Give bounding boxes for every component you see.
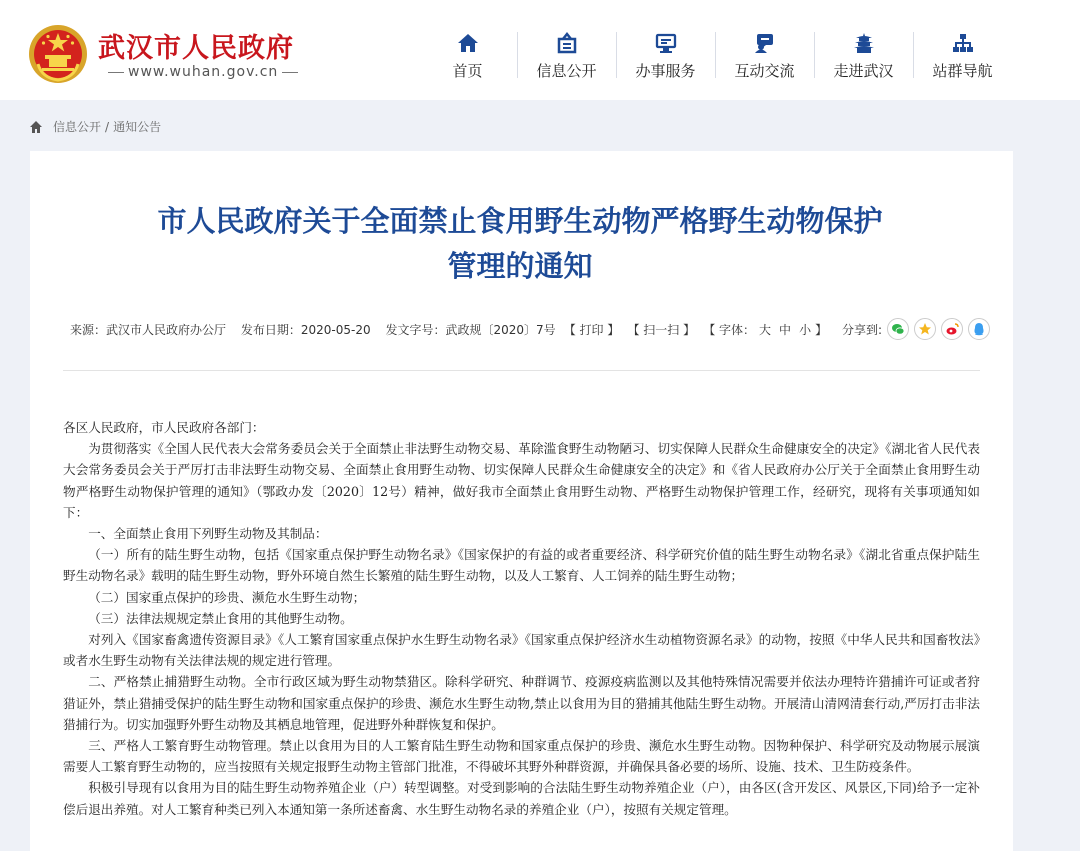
home-icon (457, 32, 479, 54)
meta-source: 来源：武汉市人民政府办公厅 (70, 322, 227, 337)
nav-label: 首页 (452, 62, 483, 80)
meta-date: 发布日期：2020-05-20 (240, 322, 371, 337)
site-header (0, 0, 1080, 100)
article-paragraph: 积极引导现有以食用为目的陆生野生动物养殖企业（户）转型调整。对受到影响的合法陆生野生动物养殖企业（户），由各区(含开发区、风景区,下同)给予一定补偿后退出养殖。对人工繁育种类已列入本通知第一条所述畜禽、水生野生动物名录的养殖企业（户），按照有关规定管理。 (63, 780, 980, 817)
nav-label: 走进武汉 (833, 62, 894, 80)
qzone-icon[interactable] (914, 318, 936, 340)
article-paragraph: 对列入《国家畜禽遗传资源目录》《人工繁育国家重点保护水生野生动物名录》《国家重点保护经济水生动植物资源名录》的动物，按照《中华人民共和国畜牧法》或者水生野生动物有关法律法规的规定进行管理。 (63, 632, 980, 669)
title-line: 管理的通知 (447, 249, 593, 283)
info-icon (556, 32, 578, 54)
article-body (63, 417, 980, 820)
breadcrumb-link-notice[interactable]: 通知公告 (113, 120, 162, 134)
article-title (70, 199, 970, 289)
font-large-button[interactable]: 大 (759, 322, 772, 337)
font-size-end: 】 (815, 322, 828, 337)
breadcrumb-separator: / (105, 119, 110, 134)
wechat-icon[interactable] (887, 318, 909, 340)
article-paragraph: 三、严格人工繁育野生动物管理。禁止以食用为目的人工繁育陆生野生动物和国家重点保护的珍贵、濒危水生野生动物。因物种保护、科学研究及动物展示展演需要人工繁育野生动物的，应当按照有关规定报野生动物主管部门批准，不得破坏其野外种群资源，并确保具备必要的场所、设施、技术、卫生防疫条件。 (63, 738, 980, 775)
title-line: 市人民政府关于全面禁止食用野生动物严格野生动物保护 (157, 204, 883, 238)
article-paragraph: （一）所有的陆生野生动物，包括《国家重点保护野生动物名录》《国家保护的有益的或者重要经济、科学研究价值的陆生野生动物名录》《湖北省重点保护陆生野生动物名录》载明的陆生野生动物，野外环境自然生长繁殖的陆生野生动物，以及人工繁育、人工饲养的陆生野生动物； (63, 547, 980, 584)
nav-item-interact[interactable] (715, 28, 814, 82)
sitemap-icon (952, 32, 974, 54)
nav-item-home[interactable] (418, 28, 517, 82)
home-icon[interactable] (29, 120, 43, 134)
print-button[interactable]: 【 打印 】 (563, 322, 620, 337)
nav-label: 信息公开 (536, 62, 597, 80)
article-card (30, 151, 1013, 851)
qq-icon[interactable] (968, 318, 990, 340)
breadcrumb-link-info[interactable]: 信息公开 (53, 120, 102, 134)
share-label: 分享到: (841, 322, 882, 337)
nav-item-info[interactable] (517, 28, 616, 82)
article-paragraph: 各区人民政府，市人民政府各部门： (63, 420, 265, 435)
national-emblem-icon[interactable] (28, 24, 88, 84)
article-meta (70, 318, 990, 340)
nav-label: 互动交流 (734, 62, 795, 80)
nav-item-landmark[interactable] (814, 28, 913, 82)
article-paragraph: 为贯彻落实《全国人民代表大会常务委员会关于全面禁止非法野生动物交易、革除滥食野生动物陋习、切实保障人民群众生命健康安全的决定》《湖北省人民代表大会常务委员会关于严厉打击非法野生动物交易、全面禁止食用野生动物、切实保障人民群众生命健康安全的决定》和《省人民政府办公厅关于全面禁止食用野生动物严格野生动物保护管理的通知》（鄂政办发〔2020〕12号）精神，做好我市全面禁止食用野生动物、严格野生动物保护管理工作，经研究，现将有关事项通知如下： (63, 441, 980, 520)
article-paragraph: （三）法律法规规定禁止食用的其他野生动物。 (88, 610, 353, 626)
article-paragraph: （二）国家重点保护的珍贵、濒危水生野生动物； (88, 589, 366, 605)
article-paragraph: 二、严格禁止捕猎野生动物。全市行政区域为野生动物禁猎区。除科学研究、种群调节、疫源疫病监测以及其他特殊情况需要并依法办理特许猎捕许可证或者狩猎证外，禁止猎捕受保护的陆生野生动物和国家重点保护的珍贵、濒危水生野生动物,禁止以食用为目的猎捕其他陆生野生动物。开展清山清网清套行动,严厉打击非法猎捕行为。切实加强野外野生动物及其栖息地管理，促进野外种群恢复和保护。 (63, 674, 980, 732)
service-icon (655, 32, 677, 54)
article-paragraph: 一、全面禁止食用下列野生动物及其制品： (88, 526, 328, 542)
nav-item-sitemap[interactable] (913, 28, 1012, 82)
interact-icon (754, 32, 776, 54)
landmark-icon (853, 32, 875, 54)
meta-divider (63, 370, 980, 371)
nav-label: 站群导航 (932, 62, 993, 80)
meta-doc-number: 发文字号：武政规〔2020〕7号 (385, 322, 556, 337)
site-name[interactable]: 武汉市人民政府 (98, 33, 294, 64)
weibo-icon[interactable] (941, 318, 963, 340)
main-nav (418, 28, 1012, 82)
nav-item-service[interactable] (616, 28, 715, 82)
site-url (104, 64, 302, 80)
breadcrumb (29, 118, 161, 135)
font-small-button[interactable]: 小 (799, 322, 812, 337)
font-medium-button[interactable]: 中 (779, 322, 792, 337)
site-url-text: www.wuhan.gov.cn (128, 64, 279, 80)
nav-label: 办事服务 (635, 62, 696, 80)
scan-button[interactable]: 【 扫一扫 】 (627, 322, 696, 337)
font-size-label: 【 字体： (703, 322, 756, 337)
